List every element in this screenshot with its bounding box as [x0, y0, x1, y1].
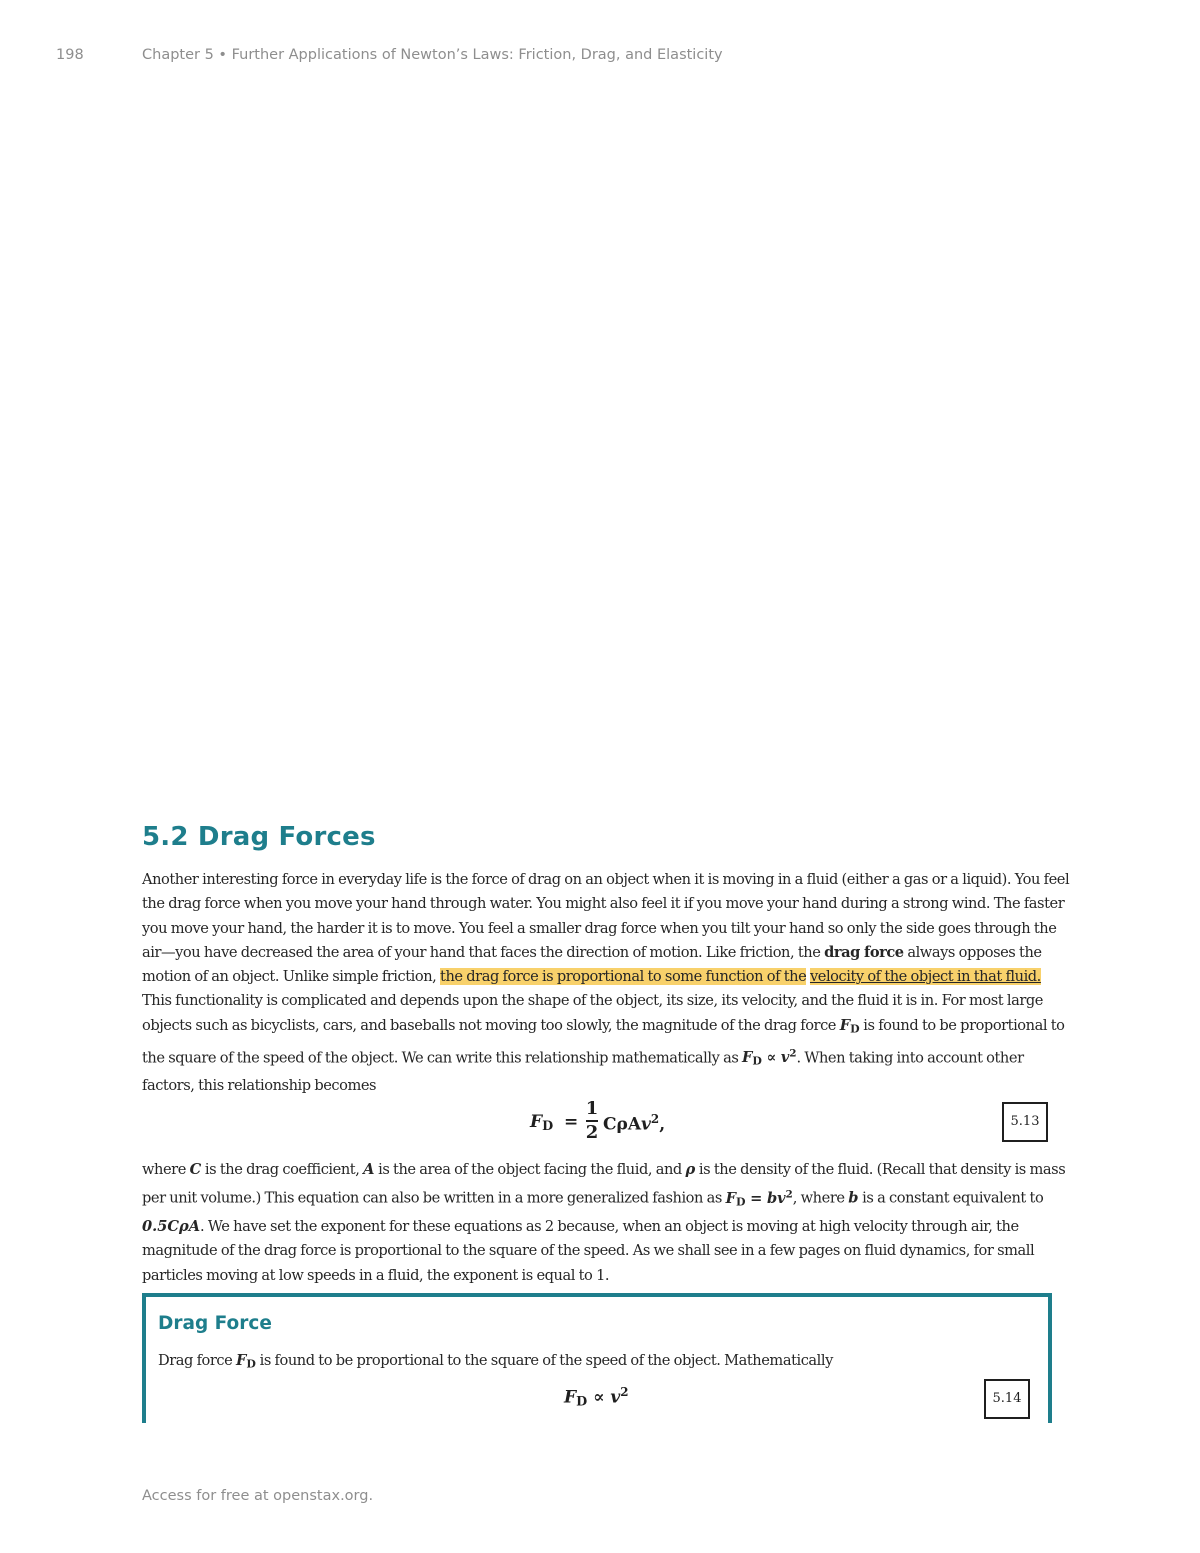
callout-equation-number: 5.14 [984, 1379, 1030, 1419]
math-generalized-drag: $F_D = bv^2$ [725, 1188, 793, 1209]
math-rho: ρ [685, 1161, 696, 1178]
fraction-one-half: 1 2 [585, 1098, 599, 1143]
callout-title: Drag Force [158, 1313, 272, 1334]
page-number: 198 [56, 47, 84, 63]
callout-text: Drag force $F_D$ is found to be proportional to the square of the speed of the object. Mathematically [158, 1352, 833, 1371]
math-C: C [189, 1161, 202, 1178]
chapter-title: Chapter 5 • Further Applications of Newton’s Laws: Friction, Drag, and Elasticity [142, 47, 723, 63]
section-title: 5.2 Drag Forces [142, 822, 376, 852]
highlight-span-1: the drag force is proportional to some function of the [440, 968, 807, 986]
math-drag-force-symbol: $F_D$ [839, 1016, 860, 1036]
paragraph-explanation: where C is the drag coefficient, A is the area of the object facing the fluid, and ρ is the density of the fluid. (Recall that density is mass per unit volume.) This equation can also be written in a more generalized fashion as $F_D = bv^2$, where b is a constant equivalent to 0.5CρA. We have set the exponent for these equations as 2 because, when an object is moving at high velocity through air, the magnitude of the drag force is proportional to the square of the speed. As we shall see in a few pages on fluid dynamics, for small particles moving at low speeds in a fluid, the exponent is equal to 1. [142, 1161, 1066, 1284]
drag-force-callout [142, 1293, 1052, 1423]
callout-proportionality: $F_D \propto v^2$ [564, 1385, 629, 1410]
math-b: b [848, 1189, 859, 1207]
math-A: A [363, 1161, 375, 1178]
equation-number-box: 5.13 [1002, 1102, 1048, 1142]
page-footer: Access for free at openstax.org. [142, 1488, 374, 1504]
math-constant: 0.5CρA [142, 1217, 201, 1235]
math-proportionality: $F_D \propto v^2$ [742, 1047, 797, 1069]
highlight-span-2: velocity of the object in that fluid. [809, 968, 1041, 986]
key-term-drag-force: drag force [824, 943, 904, 961]
page-header [0, 47, 1200, 69]
equation-5-13: $F_D$ = 1 2 CρAv$^2$, 5.13 [142, 1100, 1052, 1150]
paragraph-intro: Another interesting force in everyday life is the force of drag on an object when it is moving in a fluid (either a gas or a liquid). You feel the drag force when you move your hand through water. You might also feel it if you move your hand during a strong wind. The faster you move your hand, the harder it is to move. You feel a smaller drag force when you tilt your hand so only the side goes through the air—you have decreased the area of your hand that faces the direction of motion. Like friction, the drag force always opposes the motion of an object. Unlike simple friction, the drag force is proportional to some function of the velocity of the object in that fluid. This functionality is complicated and depends upon the shape of the object, its size, its velocity, and the fluid it is in. For most large objects such as bicyclists, cars, and baseballs not moving too slowly, the magnitude of the drag force $F_D$ is found to be proportional to the square of the speed of the object. We can write this relationship mathematically as $F_D \propto v^2$. When taking into account other factors, this relationship becomes [142, 871, 1070, 1095]
